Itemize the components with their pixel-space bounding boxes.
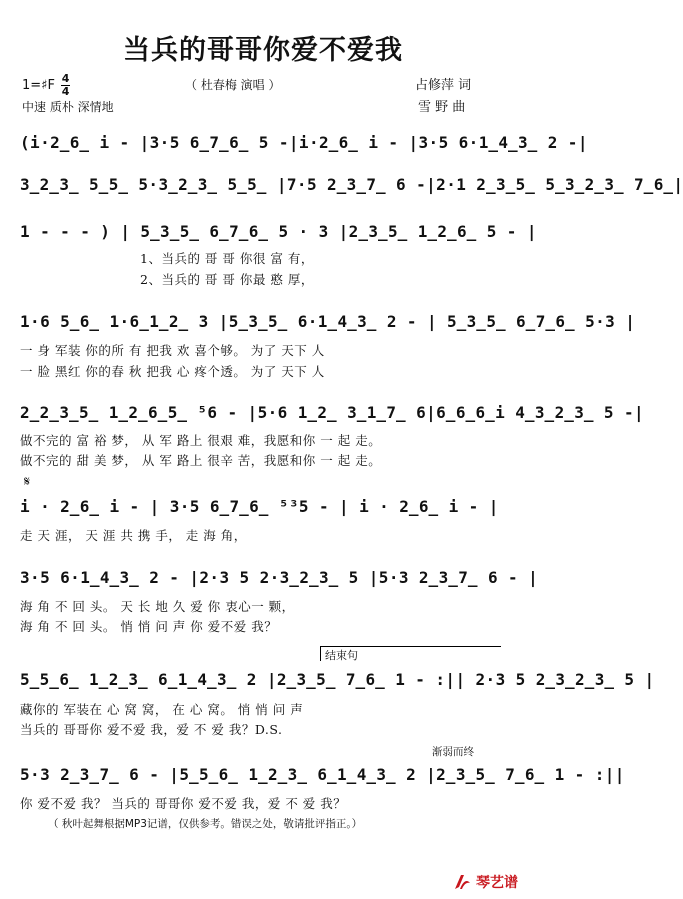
time-top: 4 — [61, 72, 70, 85]
ending-label: 结束句 — [325, 649, 358, 662]
logo-text: 琴艺谱 — [476, 875, 518, 891]
score-row-9: 5·3 2̲3̲7̲ 6 - |5̲5̲6̲ 1̲2̲3̲ 6̲1̲4̲3̲ 2 |2̲3̲5̲ 7̲6̲ 1 - :|| — [20, 765, 625, 784]
composer-credit: 雪 野 曲 — [418, 100, 466, 115]
score-row-6: i · 2̲6̲ i - | 3·5 6̲7̲6̲ ⁵³5 - | i · 2̲6̲ i - | — [20, 497, 499, 516]
lyric-row-9a: 你 爱不爱 我？ 当兵的 哥哥你 爱不爱 我，爱 不 爱 我？ — [20, 796, 347, 811]
lyric-row-3b: 2、当兵的 哥 哥 你最 憨 厚， — [140, 272, 314, 287]
lyric-row-8a: 藏你的 军装在 心 窝 窝， 在 心 窝。 悄 悄 问 声 — [20, 702, 304, 717]
lyricist-credit: 占修萍 词 — [415, 78, 472, 93]
key-text: 1=♯F — [22, 78, 55, 93]
segno-sign: 𝄋 — [24, 474, 31, 490]
lyric-row-7a: 海 角 不 回 头。 天 长 地 久 爱 你 衷心一 颗， — [20, 599, 295, 614]
music-note-icon — [451, 871, 473, 893]
tempo-marking: 中速 质朴 深情地 — [22, 100, 114, 114]
key-signature — [22, 74, 70, 97]
score-row-3: 1 - - - ) | 5̲3̲5̲ 6̲7̲6̲ 5 · 3 |2̲3̲5̲ 1̲2̲6̲ 5 - | — [20, 222, 537, 241]
score-row-4: 1·6 5̲6̲ 1·6̲1̲2̲ 3 |5̲3̲5̲ 6·1̲4̲3̲ 2 - | 5̲3̲5̲ 6̲7̲6̲ 5·3 | — [20, 312, 636, 331]
score-row-1: (i·2̲6̲ i - |3·5 6̲7̲6̲ 5 -|i·2̲6̲ i - |3·5 6·1̲4̲3̲ 2 -| — [20, 133, 588, 152]
lyric-row-7b: 海 角 不 回 头。 悄 悄 问 声 你 爱不爱 我？ — [20, 619, 278, 634]
lyric-row-5b: 做不完的 甜 美 梦， 从 军 路上 很辛 苦，我愿和你 一 起 走。 — [20, 453, 382, 468]
score-row-8: 5̲5̲6̲ 1̲2̲3̲ 6̲1̲4̲3̲ 2 |2̲3̲5̲ 7̲6̲ 1 - :|| 2·3 5 2̲3̲2̲3̲ 5 | — [20, 670, 655, 689]
singer-credit: （ 杜春梅 演唱 ） — [185, 78, 281, 92]
footer-note: （ 秋叶起舞根据MP3记谱，仅供参考。错误之处，敬请批评指正。） — [48, 818, 363, 830]
lyric-row-4b: 一 脸 黑红 你的春 秋 把我 心 疼个透。 为了 天下 人 — [20, 364, 325, 379]
lyric-row-4a: 一 身 军装 你的所 有 把我 欢 喜个够。 为了 天下 人 — [20, 343, 325, 358]
site-logo[interactable] — [451, 871, 518, 893]
lyric-row-5a: 做不完的 富 裕 梦， 从 军 路上 很艰 难，我愿和你 一 起 走。 — [20, 433, 382, 448]
fade-marking: 渐弱而终 — [432, 746, 474, 758]
score-row-2: 3̲2̲3̲ 5̲5̲ 5·3̲2̲3̲ 5̲5̲ |7·5 2̲3̲7̲ 6 -|2·1 2̲3̲5̲ 5̲3̲2̲3̲ 7̲6̲| — [20, 175, 683, 194]
page-title: 当兵的哥哥你爱不爱我 — [123, 35, 403, 66]
time-signature — [61, 74, 70, 97]
lyric-row-6a: 走 天 涯， 天 涯 共 携 手， 走 海 角， — [20, 528, 247, 543]
score-row-5: 2̲2̲3̲5̲ 1̲2̲6̲5̲ ⁵6 - |5·6 1̲2̲ 3̲1̲7̲ 6|6̲6̲6̲i 4̲3̲2̲3̲ 5 -| — [20, 403, 645, 422]
lyric-row-8b: 当兵的 哥哥你 爱不爱 我，爱 不 爱 我？D.S. — [20, 722, 283, 737]
score-row-7: 3·5 6·1̲4̲3̲ 2 - |2·3 5 2·3̲2̲3̲ 5 |5·3 2̲3̲7̲ 6 - | — [20, 568, 539, 587]
time-bottom: 4 — [61, 85, 70, 98]
lyric-row-3a: 1、当兵的 哥 哥 你很 富 有， — [140, 251, 314, 266]
